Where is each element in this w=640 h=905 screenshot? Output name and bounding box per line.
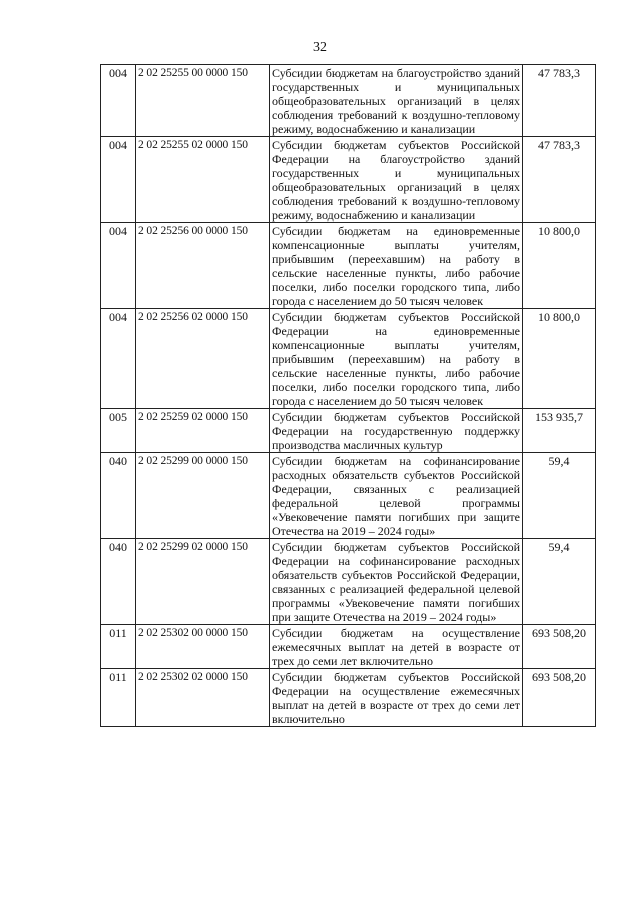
admin-code-cell: 040 [101, 539, 136, 625]
revenue-name-cell: Субсидии бюджетам на единовременные компенсационные выплаты учителям, прибывшим (переехавшим) на работу в сельские населенные пункты, либо рабочие поселки, либо поселки городского типа, либо города с населением до 50 тысяч человек [270, 223, 523, 309]
table-row [101, 309, 596, 409]
revenue-name-cell: Субсидии бюджетам на софинансирование расходных обязательств субъектов Российской Федерации, связанных с реализацией федеральной целевой программы «Увековечение памяти погибших при защите Отечества на 2019 – 2024 годы» [270, 453, 523, 539]
amount-cell: 153 935,7 [523, 409, 596, 453]
revenue-name-cell: Субсидии бюджетам субъектов Российской Федерации на благоустройство зданий государственных и муниципальных общеобразовательных организаций в целях соблюдения требований к воздушно-тепловому режиму, водоснабжению и канализации [270, 137, 523, 223]
budget-revenue-table [100, 64, 596, 727]
budget-classification-code-cell: 2 02 25299 02 0000 150 [136, 539, 270, 625]
admin-code-cell: 011 [101, 669, 136, 727]
table-row [101, 223, 596, 309]
table-row [101, 137, 596, 223]
revenue-name-cell: Субсидии бюджетам субъектов Российской Федерации на государственную поддержку производства масличных культур [270, 409, 523, 453]
revenue-name-cell: Субсидии бюджетам на благоустройство зданий государственных и муниципальных общеобразовательных организаций в целях соблюдения требований к воздушно-тепловому режиму, водоснабжению и канализации [270, 65, 523, 137]
admin-code-cell: 004 [101, 223, 136, 309]
table-row [101, 453, 596, 539]
table-row [101, 669, 596, 727]
revenue-name-cell: Субсидии бюджетам субъектов Российской Федерации на единовременные компенсационные выплаты учителям, прибывшим (переехавшим) на работу в сельские населенные пункты, либо рабочие поселки, либо поселки городского типа, либо города с населением до 50 тысяч человек [270, 309, 523, 409]
admin-code-cell: 004 [101, 309, 136, 409]
admin-code-cell: 005 [101, 409, 136, 453]
amount-cell: 59,4 [523, 539, 596, 625]
table-row [101, 539, 596, 625]
budget-classification-code-cell: 2 02 25302 02 0000 150 [136, 669, 270, 727]
table-row [101, 625, 596, 669]
budget-classification-code-cell: 2 02 25255 00 0000 150 [136, 65, 270, 137]
revenue-name-cell: Субсидии бюджетам на осуществление ежемесячных выплат на детей в возрасте от трех до семи лет включительно [270, 625, 523, 669]
amount-cell: 47 783,3 [523, 65, 596, 137]
budget-classification-code-cell: 2 02 25256 00 0000 150 [136, 223, 270, 309]
page-number: 32 [313, 40, 327, 55]
amount-cell: 59,4 [523, 453, 596, 539]
table-row [101, 409, 596, 453]
revenue-name-cell: Субсидии бюджетам субъектов Российской Федерации на софинансирование расходных обязательств субъектов Российской Федерации, связанных с реализацией федеральной целевой программы «Увековечение памяти погибших при защите Отечества на 2019 – 2024 годы» [270, 539, 523, 625]
admin-code-cell: 011 [101, 625, 136, 669]
budget-classification-code-cell: 2 02 25256 02 0000 150 [136, 309, 270, 409]
amount-cell: 10 800,0 [523, 309, 596, 409]
amount-cell: 47 783,3 [523, 137, 596, 223]
admin-code-cell: 040 [101, 453, 136, 539]
amount-cell: 693 508,20 [523, 625, 596, 669]
budget-classification-code-cell: 2 02 25255 02 0000 150 [136, 137, 270, 223]
admin-code-cell: 004 [101, 137, 136, 223]
revenue-name-cell: Субсидии бюджетам субъектов Российской Федерации на осуществление ежемесячных выплат на детей в возрасте от трех до семи лет включительно [270, 669, 523, 727]
admin-code-cell: 004 [101, 65, 136, 137]
budget-classification-code-cell: 2 02 25259 02 0000 150 [136, 409, 270, 453]
amount-cell: 693 508,20 [523, 669, 596, 727]
amount-cell: 10 800,0 [523, 223, 596, 309]
budget-classification-code-cell: 2 02 25299 00 0000 150 [136, 453, 270, 539]
budget-classification-code-cell: 2 02 25302 00 0000 150 [136, 625, 270, 669]
table-row [101, 65, 596, 137]
